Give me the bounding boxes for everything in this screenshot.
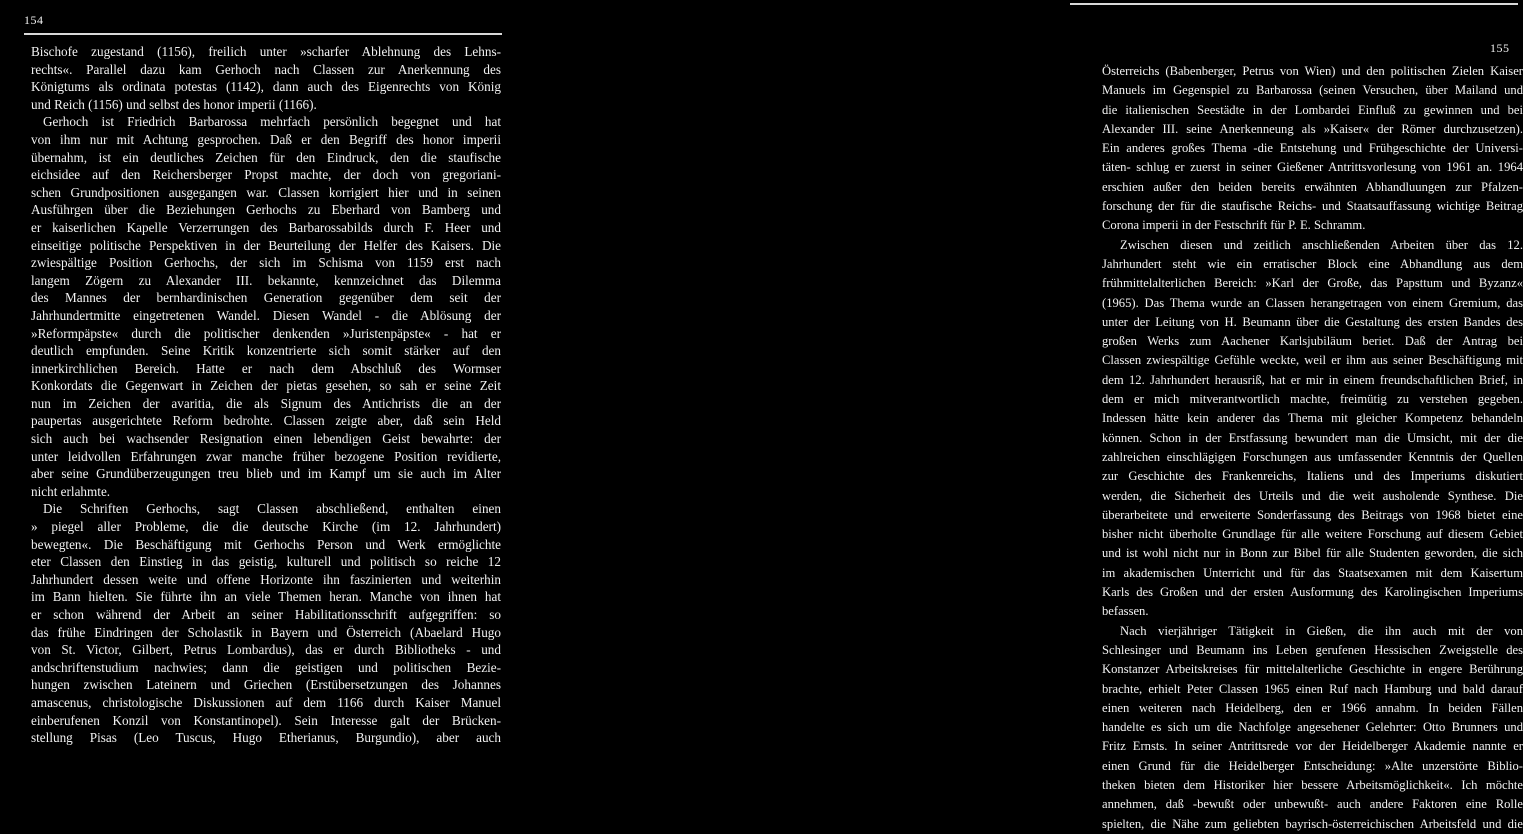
text-line: brachte, erhielt Peter Classen 1965 einen Ruf nach Hamburg und bald darauf xyxy=(1102,681,1523,696)
text-line: können. Schon in der Erstfassung bewundert man die Umsicht, mit der die xyxy=(1102,430,1523,445)
text-line: unter leidvollen Erfahrungen zwar manche früher bezogene Position revidierte, xyxy=(31,448,501,464)
text-line: und ist wohl nicht nur in Bonn zur Bibel für alle Studenten geworden, die sich xyxy=(1102,546,1523,561)
text-line: die italienischen Seestädte in der Lombardei Einfluß zu gewinnen und bei xyxy=(1102,102,1523,117)
text-line: übernahm, ist ein deutliches Zeichen für den Eindruck, den die staufische xyxy=(31,149,501,165)
text-line: Ausführgen über die Beziehungen Gerhochs zu Eberhard von Bamberg und xyxy=(31,202,501,218)
text-line: einen weiteren nach Heidelberg, den er 1966 annahm. In beiden Fällen xyxy=(1102,700,1523,715)
text-line: bisher nicht überholte Grundlage für alle weitere Forschung auf diesem Gebiet xyxy=(1102,527,1523,542)
text-line: »Reformpäpste« durch die politischer denkenden »Juristenpäpste« - hat er xyxy=(31,325,501,341)
text-line: im Bann hielten. Sie führte ihn an viele Themen heran. Manche von ihnen hat xyxy=(31,589,501,605)
text-line: Classen zwiespältige Gefühle weckte, weil er ihm aus seiner Beschäftigung mit xyxy=(1102,353,1523,368)
text-line: von ihm nur mit Achtung gesprochen. Daß er den Begriff des honor imperii xyxy=(31,131,501,147)
text-line: dem 12. Jahrhundert herausriß, hat er mir in einem freundschaftlichen Brief, in xyxy=(1102,372,1523,387)
right-text-body xyxy=(1102,62,1523,834)
text-line: Karls des Großen und der ersten Ausformung des Karolingischen Imperiums xyxy=(1102,585,1523,600)
text-line: werden, die Sicherheit des Urteils und die weit ausholende Synthese. Die xyxy=(1102,488,1523,503)
text-line: einen Grund für die Heidelberger Entscheidung: »Alte unzerstörte Biblio- xyxy=(1102,758,1523,773)
text-line: langem Zögern zu Alexander III. bekannte, kennzeichnet das Dilemma xyxy=(31,272,501,288)
text-line: innerkirchlichen Bereich. Hatte er nach dem Abschluß des Wormser xyxy=(31,360,501,376)
text-line: Die Schriften Gerhochs, sagt Classen abschließend, enthalten einen xyxy=(43,501,501,517)
text-line: er schon während der Arbeit an seiner Habilitationsschrift aufgegriffen: so xyxy=(31,607,501,622)
text-line: das frühe Eindringen der Scholastik in Bayern und Österreich (Abaelard Hugo xyxy=(31,624,501,640)
right-page xyxy=(512,0,1523,831)
text-line: unter der Leitung von H. Beumann über die Gestaltung des ersten Bandes des xyxy=(1102,314,1523,329)
text-line: eichsidee auf den Reichersberger Propst machte, der doch von gregoriani- xyxy=(31,167,501,183)
text-line: handelte es sich um die Nachfolge angesehener Gelehrter: Otto Brunners und xyxy=(1102,720,1523,735)
text-line: zur Geschichte des Frankenreichs, Italiens und des Imperiums diskutiert xyxy=(1102,469,1523,484)
text-line: aber seine Grundüberzeugungen treu blieb und im Kampf um sie auch im Alter xyxy=(31,466,501,482)
text-line: Konstanzer Arbeitskreises für mittelalterliche Geschichte in engere Berührung xyxy=(1102,662,1523,677)
text-line: Fritz Ernsts. In seiner Antrittsrede vor der Heidelberger Akademie nannte er xyxy=(1102,739,1523,754)
text-line: Gerhoch ist Friedrich Barbarossa mehrfach persönlich begegnet und hat xyxy=(43,114,501,130)
text-line: andschriftenstudium nachwies; dann die geistigen und politischen Bezie- xyxy=(31,659,501,675)
text-line: Nach vierjähriger Tätigkeit in Gießen, die ihn auch mit der von xyxy=(1120,623,1523,638)
text-line: (1965). Das Thema wurde an Classen herangetragen von einem Gremium, das xyxy=(1102,295,1523,310)
text-line: stellung Pisas (Leo Tuscus, Hugo Etherianus, Burgundio), aber auch xyxy=(31,730,501,746)
left-page xyxy=(0,0,512,796)
text-line: Alexander III. seine Anerkenneung als »Kaiser« der Römer durchzusetzen). xyxy=(1102,121,1523,136)
header-rule-left xyxy=(24,33,502,35)
text-line: Zwischen diesen und zeitlich anschließenden Arbeiten über das 12. xyxy=(1120,237,1523,252)
text-line: spielten, die Nähe zum geliebten bayrisch-österreichischen Arbeitsfeld und die xyxy=(1102,816,1523,831)
page-number-right: 155 xyxy=(1490,41,1510,55)
text-line: rechts«. Parallel dazu kam Gerhoch nach Classen zur Anerkennung des xyxy=(31,61,501,77)
text-line: des Mannes der bernhardinischen Generation gegenüber dem seit der xyxy=(31,290,501,306)
text-line: annehmen, daß -bewußt oder unbewußt- auch andere Faktoren eine Rolle xyxy=(1102,797,1523,812)
text-line: täten- schlug er zuerst in seiner Gießener Antrittsvorlesung von 1961 an. 1964 xyxy=(1102,160,1523,175)
text-line: einseitige politische Perspektiven in der Beurteilung der Helfer des Kaisers. Die xyxy=(31,237,501,253)
text-line: Bischofe zugestand (1156), freilich unter »scharfer Ablehnung des Lehns- xyxy=(31,44,501,59)
page-number-left: 154 xyxy=(24,13,44,27)
text-line: eter Classen den Einstieg in das geistig, kulturell und politisch so reiche 12 xyxy=(31,554,501,570)
text-line: nicht erlahmte. xyxy=(31,483,111,499)
text-line: paupertas ausgerichtete Reform bedrohte. Classen zeigte aber, daß sein Held xyxy=(31,413,501,429)
text-line: Schlesinger und Beumann ins Leben gerufenen Hessischen Zweigstelle des xyxy=(1102,642,1523,657)
text-line: Indessen hätte kein anderer das Thema mit gleicher Kompetenz behandeln xyxy=(1102,411,1523,426)
text-line: Konkordats die Gegenwart in Zeichen der pietas gesehen, so sah er seine Zeit xyxy=(31,378,501,394)
text-line: überarbeitete und erweiterte Sonderfassung des Beitrags von 1968 bietet eine xyxy=(1102,507,1523,522)
text-line: theken bieten dem Historiker hier bessere Arbeitsmöglichkeit«. Ich möchte xyxy=(1102,777,1523,792)
text-line: befassen. xyxy=(1102,604,1149,619)
text-line: bewegten«. Die Beschäftigung mit Gerhochs Person und Werk ermöglichte xyxy=(31,536,501,552)
text-line: amascenus, christologische Diskussionen auf dem 1166 durch Kaiser Manuel xyxy=(31,694,501,710)
text-line: schen Grundpositionen ausgegangen war. Classen korrigiert hier und in seinen xyxy=(31,184,501,200)
text-line: nun im Zeichen der avaritia, die als Signum des Antichrists die an der xyxy=(31,395,501,411)
text-line: Jahrhundert dessen weite und offene Horizonte ihn faszinierten und weiterhin xyxy=(31,571,501,587)
text-line: Jahrhundert steht wie ein erratischer Block eine Abhandlung aus dem xyxy=(1102,256,1523,271)
text-line: dem er mich mitverantwortlich machte, freimütig zu verstehen gegeben. xyxy=(1102,392,1523,407)
left-text-body xyxy=(31,43,501,747)
text-line: zwiespältige Position Gerhochs, der sich im Schisma von 1159 erst nach xyxy=(31,255,501,271)
text-line: Jahrhundertmitte eingetretenen Wandel. Diesen Wandel - die Ablösung der xyxy=(31,307,501,323)
text-line: Königtums als ordinata potestas (1142), dann auch des Eigenrechts von König xyxy=(31,79,501,95)
header-rule-right xyxy=(1070,3,1518,5)
text-line: einberufenen Konzil von Konstantinopel). Sein Interesse galt der Brücken- xyxy=(31,712,501,728)
text-line: Österreichs (Babenberger, Petrus von Wien) und den politischen Zielen Kaiser xyxy=(1102,64,1523,78)
text-line: hungen zwischen Lateinern und Griechen (Erstübersetzungen des Johannes xyxy=(31,677,501,693)
text-line: von St. Victor, Gilbert, Petrus Lombardus), das er durch Bibliotheks - und xyxy=(31,642,501,658)
text-line: forschung der für die staufische Reichs- und Staatsauffassung wichtige Beitrag xyxy=(1102,199,1523,214)
text-line: erschien außer den beiden bereits erwähnten Abhandluungen zur Pfalzen- xyxy=(1102,179,1523,194)
text-line: großen Werks zum Aachener Karlsjubiläum beriet. Daß der Antrag bei xyxy=(1102,334,1523,349)
text-line: im akademischen Unterricht und für das Staatsexamen mit dem Kaisertum xyxy=(1102,565,1523,580)
text-line: er kaiserlichen Kapelle Verzerrungen des Barbarossabilds durch F. Heer und xyxy=(31,219,501,235)
text-line: zahlreichen einschlägigen Forschungen aus umfassender Kenntnis der Quellen xyxy=(1102,449,1523,464)
text-line: sich auch bei wachsender Resignation einen lebendigen Geist bewahrte: der xyxy=(31,431,501,447)
text-line: deutlich empfunden. Seine Kritik konzentrierte sich somit stärker auf den xyxy=(31,343,501,359)
text-line: Ein anderes großes Thema -die Entstehung und Frühgeschichte der Universi- xyxy=(1102,141,1523,156)
text-line: » piegel aller Probleme, die die deutsche Kirche (im 12. Jahrhundert) xyxy=(31,519,501,535)
text-line: Manuels im Gegenspiel zu Barbarossa (seinen Versuchen, über Mailand und xyxy=(1102,83,1523,98)
text-line: Corona imperii in der Festschrift für P. E. Schramm. xyxy=(1102,218,1366,233)
text-line: und Reich (1156) und selbst des honor imperii (1166). xyxy=(31,96,317,112)
text-line: frühmittelalterlichen Bereich: »Karl der Große, das Papsttum und Byzanz« xyxy=(1102,276,1523,291)
